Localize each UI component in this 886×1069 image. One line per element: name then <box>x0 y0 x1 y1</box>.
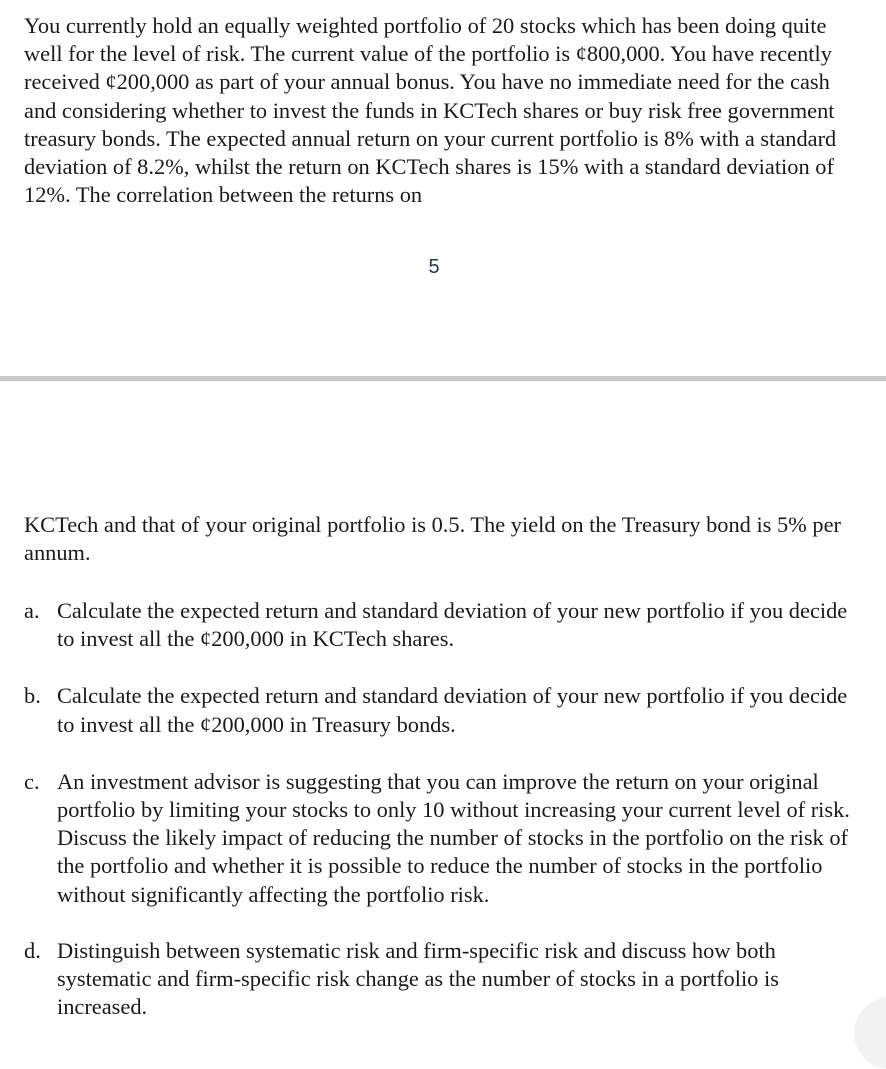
question-marker: d. <box>24 937 41 963</box>
question-a <box>24 597 854 653</box>
question-b <box>24 682 854 738</box>
question-marker: a. <box>24 598 40 623</box>
page-number: 5 <box>428 256 440 278</box>
page-divider <box>0 376 886 381</box>
question-list <box>24 597 854 1021</box>
question-text: Distinguish between systematic risk and firm-specific risk and discuss how both systematic and firm-specific risk change as the number of stocks in a portfolio is increased. <box>57 937 779 1020</box>
document-page-top <box>0 0 886 376</box>
question-text: Calculate the expected return and standard deviation of your new portfolio if you decide to invest all the ¢200,000 in KCTech shares. <box>57 598 848 652</box>
question-marker: c. <box>24 768 40 794</box>
question-d <box>24 937 854 1022</box>
question-text: An investment advisor is suggesting that you can improve the return on your original portfolio by limiting your stocks to only 10 without increasing your current level of risk. Discuss the likely impact of reducing the number of stocks in the portfolio on the risk of the portfolio and whether it is possible to reduce the number of stocks in the portfolio without significantly affecting the portfolio risk. <box>57 768 850 907</box>
question-c <box>24 768 854 909</box>
continued-paragraph: KCTech and that of your original portfolio is 0.5. The yield on the Treasury bond is 5% per annum. <box>24 512 842 566</box>
question-marker: b. <box>24 683 41 709</box>
question-text: Calculate the expected return and standard deviation of your new portfolio if you decide to invest all the ¢200,000 in Treasury bonds. <box>57 683 848 737</box>
corner-scroll-shape <box>854 997 886 1069</box>
intro-paragraph: You currently hold an equally weighted portfolio of 20 stocks which has been doing quite well for the level of risk. The current value of the portfolio is ¢800,000. You have recently received ¢200,000 as part of your annual bonus. You have no immediate need for the cash and considering whether to invest the funds in KCTech shares or buy risk free government treasury bonds. The expected annual return on your current portfolio is 8% with a standard deviation of 8.2%, whilst the return on KCTech shares is 15% with a standard deviation of 12%. The correlation between the returns on <box>24 13 837 208</box>
